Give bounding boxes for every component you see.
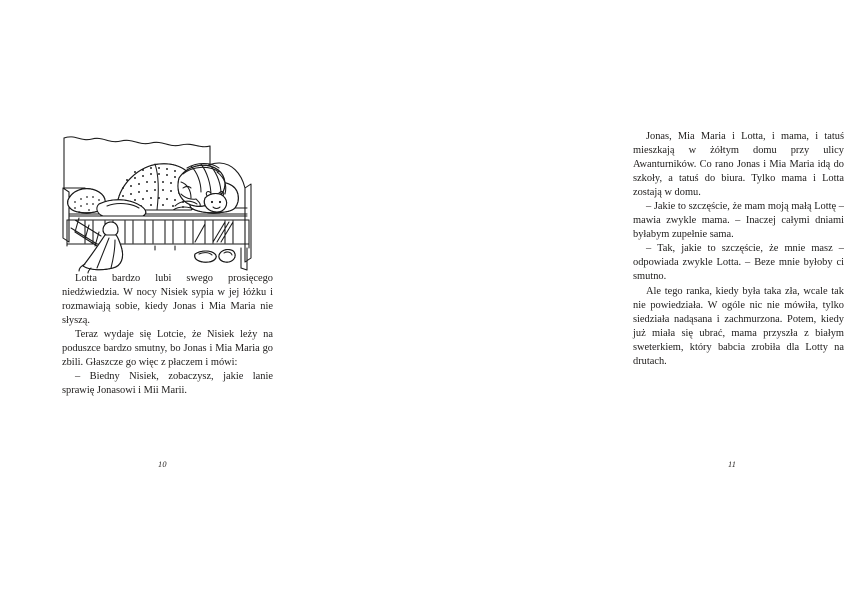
paragraph: – Tak, jakie to szczęście, że mnie masz – odpowiada zwykle Lotta. – Beze mnie byłoby ci smutno. [633,243,844,283]
paragraph: – Jakie to szczęście, że mam moją małą Lottę – mawia zwykle mama. – Inaczej całymi dniami byłabym zupełnie sama. [633,201,844,241]
left-page-text-column [62,272,273,398]
paragraph: Ale tego ranka, kiedy była taka zła, wcale tak nie powiedziała. W ogóle nic nie mówiła, tylko siedziała nadąsana i zachmurzona. Potem, kiedy już miała się ubrać, mama przyszła z białym sweterkiem, który babcia zrobiła dla Lotty na drutach. [633,285,844,367]
paragraph: Teraz wydaje się Lotcie, że Nisiek leży na poduszce bardzo smutny, bo Jonas i Mia Maria go zbili. Głaszcze go więc z płaczem i mówi: [62,329,273,369]
paragraph: Jonas, Mia Maria i Lotta, i mama, i tatuś mieszkają w żółtym domu przy ulicy Awanturników. Co rano Jonas i Mia Maria idą do szkoły, a tatuś do biura. Tylko mama i Lotta zostają w domu. [633,131,844,199]
left-page [0,0,300,600]
child-sleeping-in-bed-illustration [55,126,287,274]
paragraph: – Biedny Nisiek, zobaczysz, jakie lanie sprawię Jonasowi i Mii Marii. [62,371,273,397]
page-number-right: 11 [728,460,737,469]
right-page [300,0,844,600]
chapter-illustration [55,126,287,274]
paragraph: Lotta bardzo lubi swego prosięcego niedźwiedzia. W nocy Nisiek sypia w jej łóżku i rozmawiają sobie, kiedy Jonas i Mia Maria nie słyszą. [62,273,273,327]
page-number-left: 10 [158,460,167,469]
right-page-text-column [633,130,844,369]
